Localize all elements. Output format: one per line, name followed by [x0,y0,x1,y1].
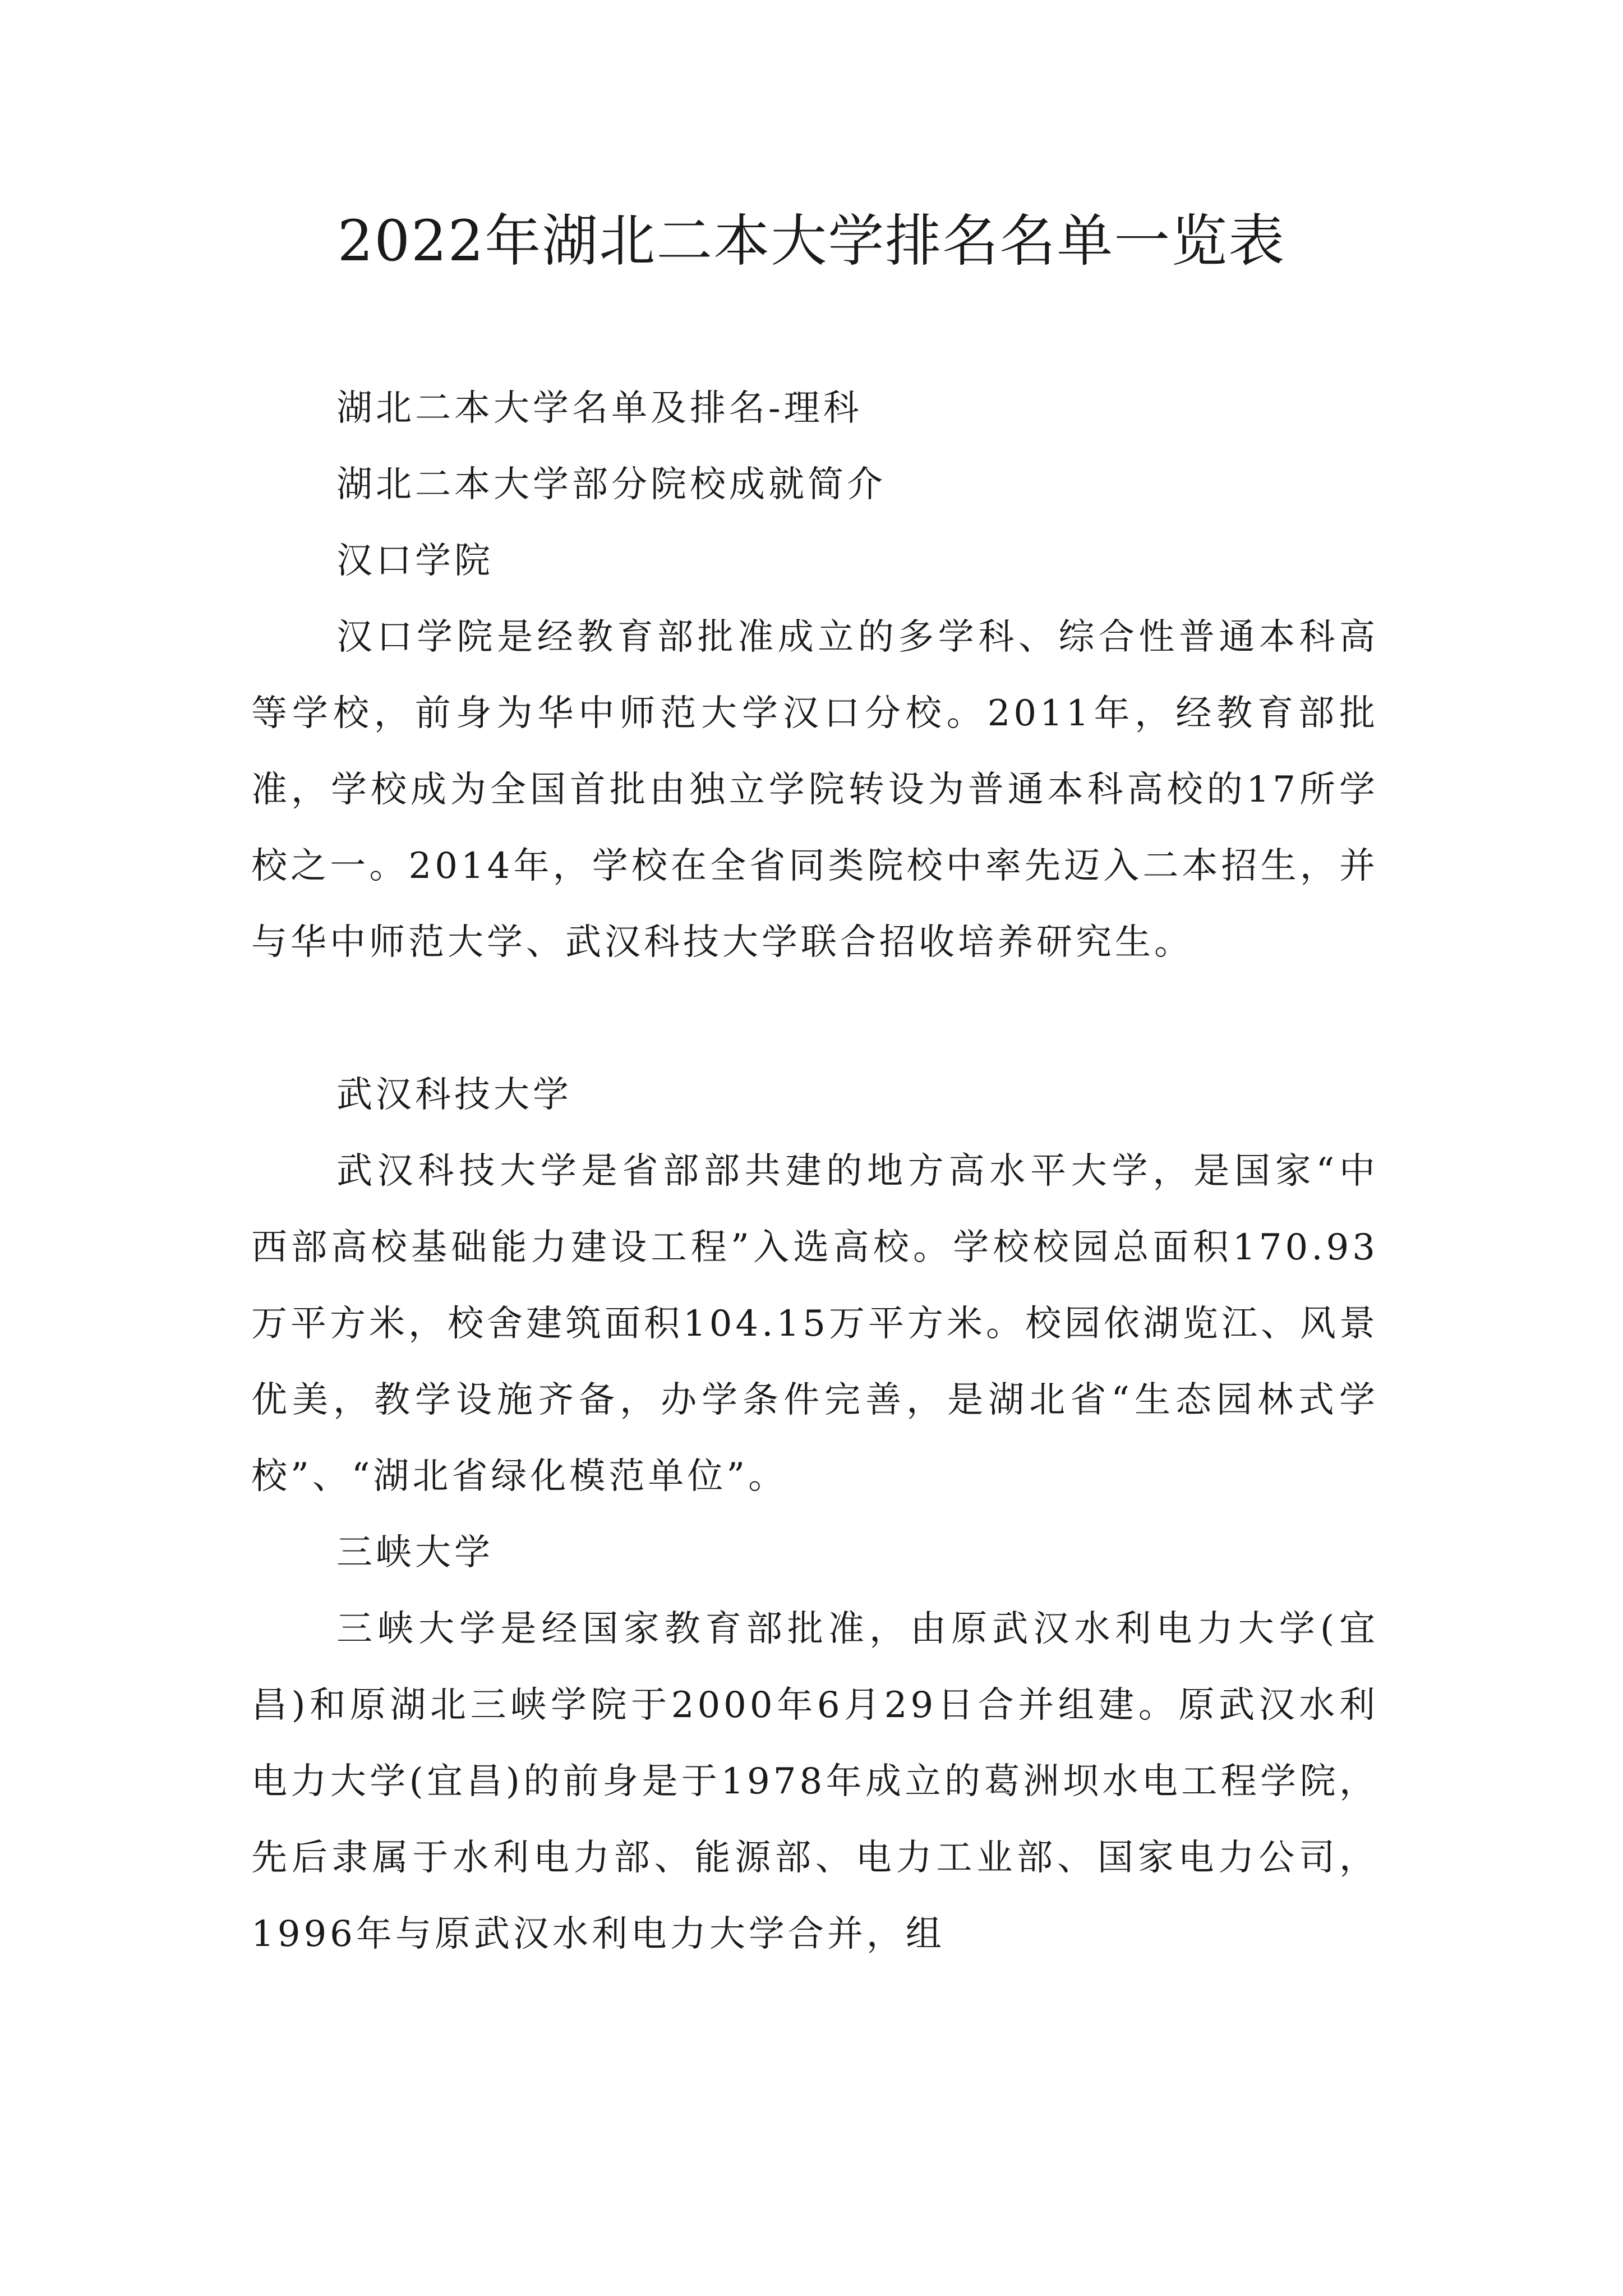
school-heading-ctgu: 三峡大学 [336,1532,494,1573]
school-paragraph-wust: 武汉科技大学是省部部共建的地方高水平大学，是国家“中西部高校基础能力建设工程”入选高校。学校校园总面积170.93万平方米，校舍建筑面积104.15万平方米。校园依湖览江、风景优美，教学设施齐备，办学条件完善，是湖北省“生态园林式学校”、“湖北省绿化模范单位”。 [251,1151,1378,1497]
section-heading-intro: 湖北二本大学部分院校成就简介 [336,464,886,505]
paragraph-spacer [251,981,1378,1057]
school-heading-wust: 武汉科技大学 [336,1074,572,1116]
section-heading-list: 湖北二本大学名单及排名-理科 [336,388,863,429]
school-heading-hankou: 汉口学院 [336,540,494,582]
document-body [251,370,1378,1972]
school-paragraph-hankou: 汉口学院是经教育部批准成立的多学科、综合性普通本科高等学校，前身为华中师范大学汉口分校。2011年，经教育部批准，学校成为全国首批由独立学院转设为普通本科高校的17所学校之一。2014年，学校在全省同类院校中率先迈入二本招生，并与华中师范大学、武汉科技大学联合招收培养研究生。 [251,616,1378,963]
school-paragraph-ctgu: 三峡大学是经国家教育部批准，由原武汉水利电力大学(宜昌)和原湖北三峡学院于2000年6月29日合并组建。原武汉水利电力大学(宜昌)的前身是于1978年成立的葛洲坝水电工程学院，先后隶属于水利电力部、能源部、电力工业部、国家电力公司，1996年与原武汉水利电力大学合并，组 [251,1608,1378,1955]
page-title: 2022年湖北二本大学排名名单一览表 [337,208,1286,274]
